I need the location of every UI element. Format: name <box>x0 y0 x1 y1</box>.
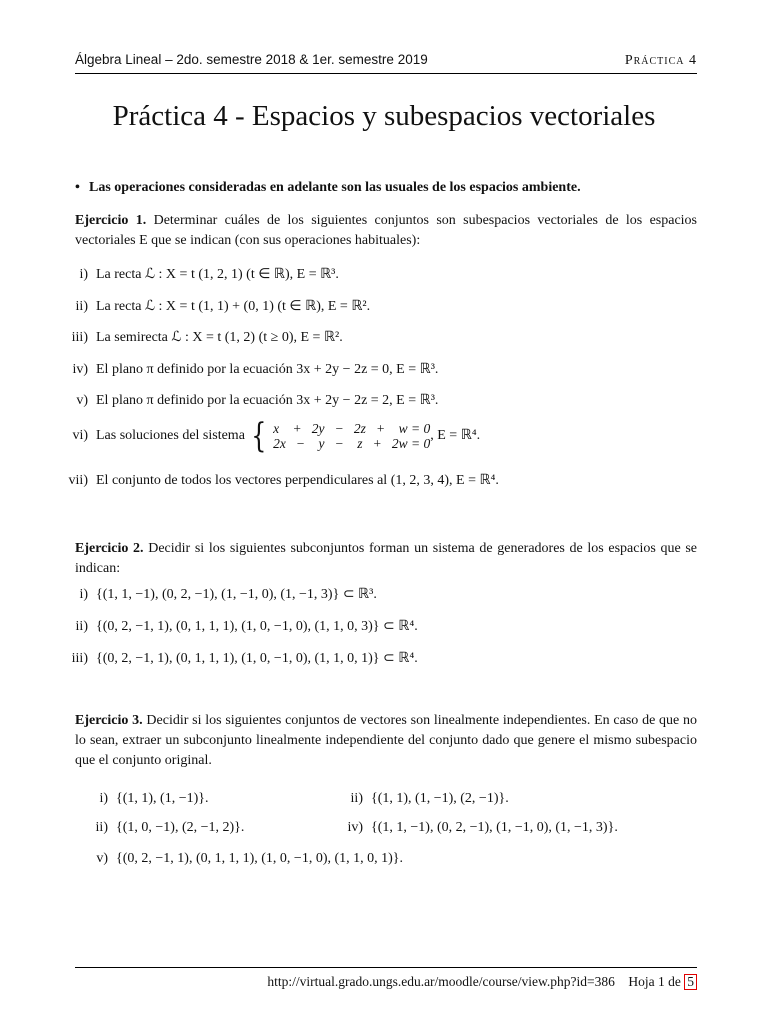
exercise-1-item-iv: iv) El plano π definido por la ecuación 3x + 2y − 2z = 0, E = ℝ³. <box>72 362 439 377</box>
exercise-3-item-iv: iv) {(1, 1, −1), (0, 2, −1), (1, −1, 0), (1, −1, 3)}. <box>347 820 618 835</box>
exercise-3-item-i: i) {(1, 1), (1, −1)}. <box>99 791 209 806</box>
exercise-3-statement <box>75 711 697 771</box>
exercise-1-item-vi: vi) Las soluciones del sistema { x + 2y − 2z + w = 0 2x − y − z + 2w = 0 , E = ℝ⁴. <box>72 416 481 456</box>
exercise-2-item-ii: ii) {(0, 2, −1, 1), (0, 1, 1, 1), (1, 0, −1, 0), (1, 1, 0, 3)} ⊂ ℝ⁴. <box>75 619 418 634</box>
course-url-link[interactable]: http://virtual.grado.ungs.edu.ar/moodle/course/view.php?id=386 <box>267 974 615 989</box>
exercise-1-heading: Ejercicio 1. <box>75 213 147 228</box>
note-text: Las operaciones consideradas en adelante son las usuales de los espacios ambiente. <box>89 180 581 195</box>
exercise-2-item-iii: iii) {(0, 2, −1, 1), (0, 1, 1, 1), (1, 0, −1, 0), (1, 1, 0, 1)} ⊂ ℝ⁴. <box>71 651 418 666</box>
page-footer <box>75 974 697 990</box>
exercise-1-statement <box>75 211 697 251</box>
system-row-1: x + 2y − 2z + w = 0 <box>273 421 431 436</box>
exercise-2-heading: Ejercicio 2. <box>75 541 144 556</box>
exercise-1-item-v: v) El plano π definido por la ecuación 3x + 2y − 2z = 2, E = ℝ³. <box>76 393 439 408</box>
exercise-3-item-ii: ii) {(1, 1), (1, −1), (2, −1)}. <box>350 791 509 806</box>
exercise-2-item-i: i) {(1, 1, −1), (0, 2, −1), (1, −1, 0), (1, −1, 3)} ⊂ ℝ³. <box>79 587 377 602</box>
exercise-3-item-iii: ii) {(1, 0, −1), (2, −1, 2)}. <box>95 820 245 835</box>
exercise-3-text: Decidir si los siguientes conjuntos de vectores son linealmente independientes. En caso de que no lo sean, extraer un subconjunto linealmente independiente del conjunto dado que genere el mismo subespacio que el conjunto original. <box>75 713 697 768</box>
exercise-1-item-ii: ii) La recta ℒ : X = t (1, 1) + (0, 1) (t ∈ ℝ), E = ℝ². <box>75 299 371 314</box>
header-rule <box>75 73 697 74</box>
exercise-2-text: Decidir si los siguientes subconjuntos forman un sistema de generadores de los espacios que se indican: <box>75 541 698 576</box>
general-note <box>75 180 697 196</box>
brace-icon: { <box>251 416 267 456</box>
page-title: Práctica 4 - Espacios y subespacios vectoriales <box>112 100 656 132</box>
page-counter-label: Hoja 1 de <box>628 974 681 989</box>
system-row-2: 2x − y − z + 2w = 0 <box>273 436 431 451</box>
bullet-icon: • <box>75 180 80 195</box>
exercise-1-item-vii: vii) El conjunto de todos los vectores perpendiculares al (1, 2, 3, 4), E = ℝ⁴. <box>68 473 499 488</box>
exercise-1-item-i: i) La recta ℒ : X = t (1, 2, 1) (t ∈ ℝ), E = ℝ³. <box>79 267 339 282</box>
exercise-3-heading: Ejercicio 3. <box>75 713 143 728</box>
header-course: Álgebra Lineal – 2do. semestre 2018 & 1er. semestre 2019 <box>75 52 428 67</box>
exercise-2-statement <box>75 539 697 579</box>
exercise-1-item-iii: iii) La semirecta ℒ : X = t (1, 2) (t ≥ 0), E = ℝ². <box>71 330 343 345</box>
total-pages-link[interactable]: 5 <box>684 974 697 990</box>
footer-rule <box>75 967 697 968</box>
running-header <box>75 52 697 69</box>
header-practice: Práctica 4 <box>624 53 697 68</box>
linear-system <box>248 416 431 456</box>
exercise-3-item-v: v) {(0, 2, −1, 1), (0, 1, 1, 1), (1, 0, −1, 0), (1, 1, 0, 1)}. <box>96 851 404 866</box>
exercise-1-text: Determinar cuáles de los siguientes conjuntos son subespacios vectoriales de los espacios vectoriales E que se indican (con sus operaciones habituales): <box>75 213 697 248</box>
